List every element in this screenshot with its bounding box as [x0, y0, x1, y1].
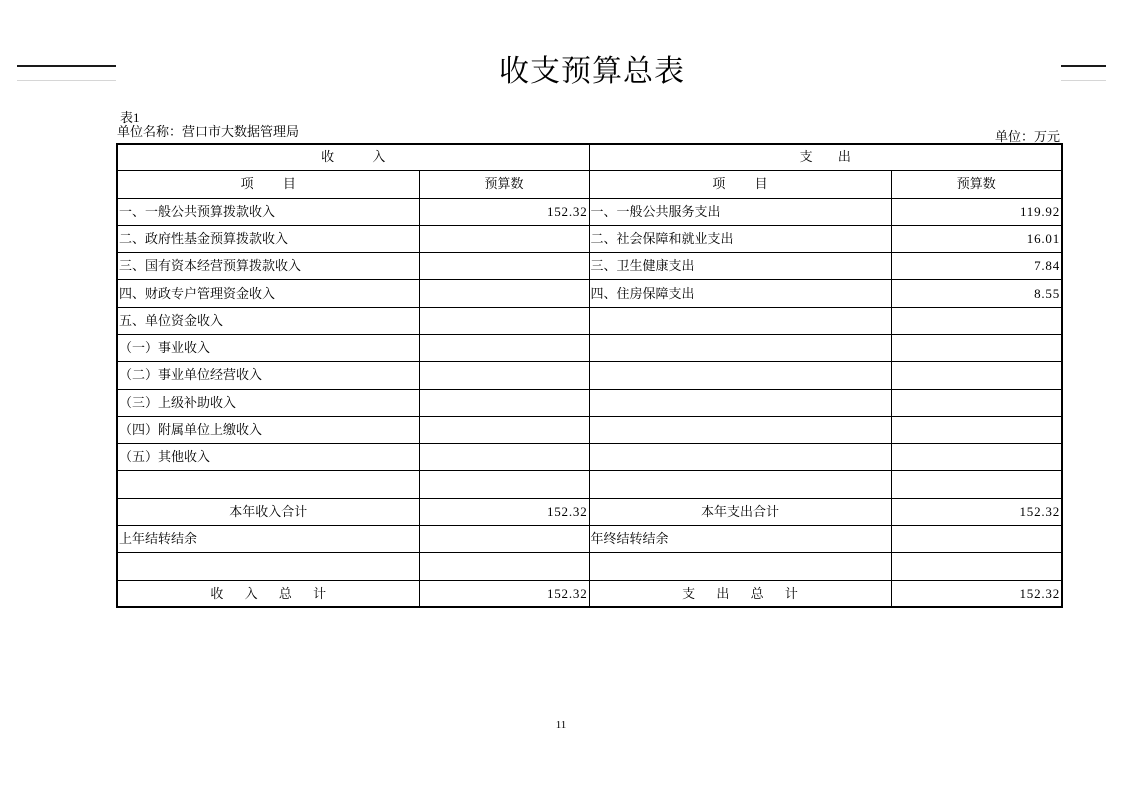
expense-subtotal-amount: 152.32	[891, 498, 1062, 525]
income-amount-cell	[419, 280, 589, 307]
table-row	[117, 416, 1062, 443]
table-row	[117, 334, 1062, 361]
decor-line-left	[17, 65, 116, 67]
income-amount-cell	[419, 389, 589, 416]
income-amount-cell	[419, 471, 589, 498]
expense-item-cell	[589, 471, 891, 498]
income-item-cell: （五）其他收入	[117, 444, 419, 471]
expense-amount-cell: 119.92	[891, 198, 1062, 225]
income-amount-cell	[419, 334, 589, 361]
table-row	[117, 225, 1062, 252]
table-row	[117, 526, 1062, 553]
table-row	[117, 307, 1062, 334]
expense-item-cell: 二、社会保障和就业支出	[589, 225, 891, 252]
income-amount-cell: 152.32	[419, 198, 589, 225]
income-amount-cell	[419, 444, 589, 471]
expense-item-cell	[589, 553, 891, 580]
income-amount-cell	[419, 362, 589, 389]
table-row	[117, 362, 1062, 389]
expense-amount-cell	[891, 553, 1062, 580]
budget-summary-table	[116, 143, 1063, 608]
income-item-header: 项 目	[117, 170, 419, 198]
income-item-cell: 四、财政专户管理资金收入	[117, 280, 419, 307]
expense-amount-cell	[891, 444, 1062, 471]
income-item-cell	[117, 471, 419, 498]
expense-item-cell	[589, 362, 891, 389]
income-item-cell: （四）附属单位上缴收入	[117, 416, 419, 443]
table-row	[117, 198, 1062, 225]
income-item-cell: （二）事业单位经营收入	[117, 362, 419, 389]
expense-amount-header: 预算数	[891, 170, 1062, 198]
income-amount-cell	[419, 416, 589, 443]
expense-item-cell	[589, 416, 891, 443]
income-item-cell: （一）事业收入	[117, 334, 419, 361]
income-total-label: 收 入 总 计	[117, 580, 419, 607]
grand-total-row	[117, 580, 1062, 607]
expense-amount-cell	[891, 416, 1062, 443]
expense-item-header: 项 目	[589, 170, 891, 198]
table-row	[117, 444, 1062, 471]
table-row	[117, 253, 1062, 280]
expense-total-label: 支 出 总 计	[589, 580, 891, 607]
unit-label: 单位：万元	[994, 129, 1060, 144]
expense-item-cell: 三、卫生健康支出	[589, 253, 891, 280]
income-total-amount: 152.32	[419, 580, 589, 607]
income-amount-cell	[419, 553, 589, 580]
income-section-header: 收 入	[117, 144, 589, 170]
income-amount-cell	[419, 307, 589, 334]
expense-item-cell: 年终结转结余	[589, 526, 891, 553]
expense-section-header: 支 出	[589, 144, 1062, 170]
table-number: 表1	[120, 110, 140, 125]
expense-item-cell: 四、住房保障支出	[589, 280, 891, 307]
table-row	[117, 553, 1062, 580]
decor-line-left-faint	[17, 80, 116, 81]
page-title: 收支预算总表	[499, 55, 685, 88]
income-amount-cell	[419, 225, 589, 252]
income-amount-cell	[419, 526, 589, 553]
income-item-cell: 三、国有资本经营预算拨款收入	[117, 253, 419, 280]
income-amount-header: 预算数	[419, 170, 589, 198]
expense-amount-cell	[891, 362, 1062, 389]
income-item-cell: 五、单位资金收入	[117, 307, 419, 334]
subtotal-row	[117, 498, 1062, 525]
expense-amount-cell	[891, 526, 1062, 553]
expense-amount-cell	[891, 307, 1062, 334]
expense-item-cell	[589, 334, 891, 361]
income-amount-cell	[419, 253, 589, 280]
expense-total-amount: 152.32	[891, 580, 1062, 607]
expense-amount-cell: 8.55	[891, 280, 1062, 307]
unit-name: 单位名称：营口市大数据管理局	[117, 124, 300, 139]
income-item-cell	[117, 553, 419, 580]
expense-subtotal-label: 本年支出合计	[589, 498, 891, 525]
expense-amount-cell	[891, 334, 1062, 361]
expense-item-cell: 一、一般公共服务支出	[589, 198, 891, 225]
table-row	[117, 471, 1062, 498]
page-number: 11	[555, 719, 567, 731]
expense-amount-cell: 7.84	[891, 253, 1062, 280]
income-item-cell: 一、一般公共预算拨款收入	[117, 198, 419, 225]
decor-line-right-faint	[1061, 80, 1106, 81]
expense-amount-cell: 16.01	[891, 225, 1062, 252]
table-row	[117, 389, 1062, 416]
income-subtotal-label: 本年收入合计	[117, 498, 419, 525]
expense-item-cell	[589, 444, 891, 471]
expense-item-cell	[589, 389, 891, 416]
table-row	[117, 280, 1062, 307]
expense-amount-cell	[891, 471, 1062, 498]
income-item-cell: 上年结转结余	[117, 526, 419, 553]
column-header-row	[117, 170, 1062, 198]
section-header-row	[117, 144, 1062, 170]
income-subtotal-amount: 152.32	[419, 498, 589, 525]
income-item-cell: （三）上级补助收入	[117, 389, 419, 416]
expense-amount-cell	[891, 389, 1062, 416]
decor-line-right	[1061, 65, 1106, 67]
income-item-cell: 二、政府性基金预算拨款收入	[117, 225, 419, 252]
expense-item-cell	[589, 307, 891, 334]
